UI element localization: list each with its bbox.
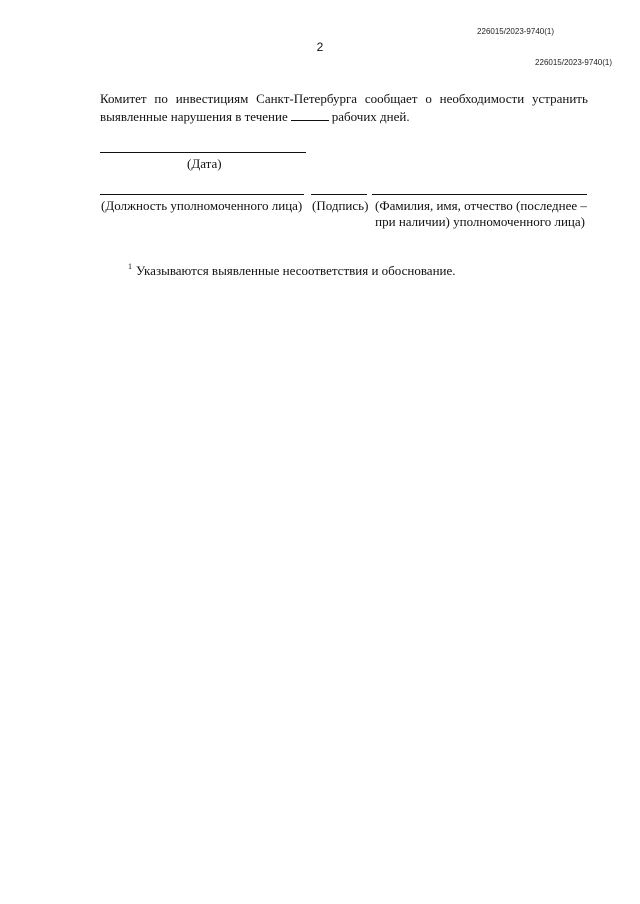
notice-line-1 (100, 90, 588, 108)
notice-paragraph (100, 90, 588, 126)
notice-line-2-before: выявленные нарушения в течение (100, 109, 288, 124)
notice-line-2-after: рабочих дней. (331, 109, 410, 124)
signature-label: (Подпись) (312, 198, 369, 213)
word: необходимости (439, 91, 525, 106)
word: инвестициям (175, 91, 249, 106)
registration-number-top: 226015/2023-9740(1) (477, 27, 554, 36)
full-name-label-line-1: (Фамилия, имя, отчество (последнее – (375, 198, 587, 213)
word: устранить (532, 91, 588, 106)
full-name-line[interactable] (372, 194, 587, 195)
notice-line-2 (100, 108, 588, 126)
footnote-marker: 1 (128, 262, 132, 271)
days-blank-field[interactable] (291, 108, 329, 121)
date-label: (Дата) (187, 156, 222, 171)
word: по (154, 91, 168, 106)
word: о (425, 91, 432, 106)
page-number: 2 (316, 40, 324, 54)
signature-line[interactable] (311, 194, 367, 195)
position-label: (Должность уполномоченного лица) (101, 198, 303, 213)
date-line[interactable] (100, 152, 306, 153)
full-name-label-line-2: при наличии) уполномоченного лица) (375, 214, 585, 229)
footnote (128, 262, 456, 279)
position-line[interactable] (100, 194, 304, 195)
footnote-text: Указываются выявленные несоответствия и обоснование. (136, 263, 456, 278)
registration-number-right: 226015/2023-9740(1) (535, 58, 612, 67)
word: Комитет (100, 91, 147, 106)
word: Санкт-Петербурга (256, 91, 358, 106)
word: сообщает (364, 91, 418, 106)
